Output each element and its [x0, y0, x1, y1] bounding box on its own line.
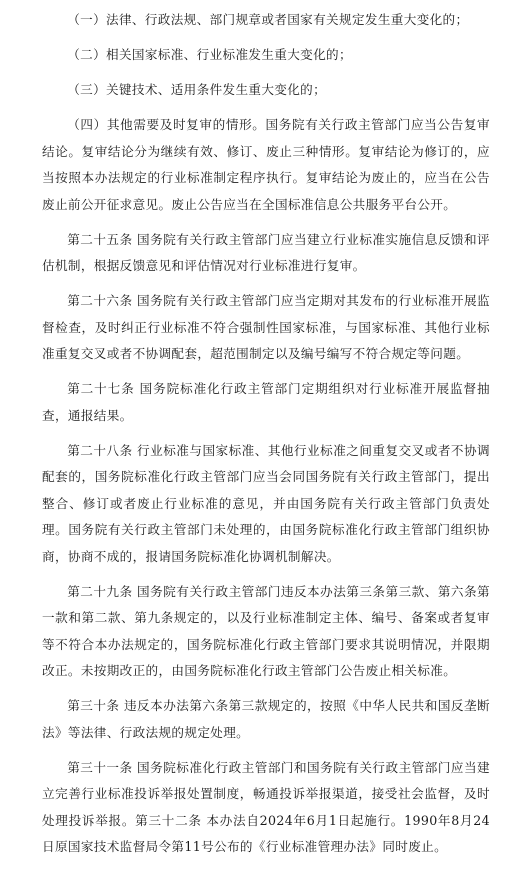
article-26: 第二十六条 国务院有关行政主管部门应当定期对其发布的行业标准开展监督检查，及时纠正行业标准不符合强制性国家标准，与国家标准、其他行业标准重复交叉或者不协调配套，超范围制定以及编号编写不符合规定等问题。 [42, 293, 490, 361]
article-28: 第二十八条 行业标准与国家标准、其他行业标准之间重复交叉或者不协调配套的，国务院标准化行政主管部门应当会同国务院有关行政主管部门，提出整合、修订或者废止行业标准的意见，并由国务院有关行政主管部门负责处理。国务院有关行政主管部门未处理的，由国务院标准化行政主管部门组织协商，协商不成的，报请国务院标准化协调机制解决。 [42, 442, 490, 564]
article-30: 第三十条 违反本办法第六条第三款规定的，按照《中华人民共和国反垄断法》等法律、行政法规的规定处理。 [42, 698, 490, 740]
article-27: 第二十七条 国务院标准化行政主管部门定期组织对行业标准开展监督抽查，通报结果。 [42, 381, 490, 423]
article-25: 第二十五条 国务院有关行政主管部门应当建立行业标准实施信息反馈和评估机制，根据反馈意见和评估情况对行业标准进行复审。 [42, 231, 490, 273]
paragraph-item-4-review-conclusion: （四）其他需要及时复审的情形。国务院有关行政主管部门应当公告复审结论。复审结论分为继续有效、修订、废止三种情形。复审结论为修订的，应当按照本办法规定的行业标准制定程序执行。复审结论为废止的，应当在公告废止前公开征求意见。废止公告应当在全国标准信息公共服务平台公开。 [42, 117, 490, 212]
paragraph-item-2: （二）相关国家标准、行业标准发生重大变化的； [67, 47, 352, 62]
article-31-32: 第三十一条 国务院标准化行政主管部门和国务院有关行政主管部门应当建立完善行业标准投诉举报处置制度，畅通投诉举报渠道，接受社会监督，及时处理投诉举报。第三十二条 本办法自2024年6月1日起施行。1990年8月24日原国家技术监督局令第11号公布的《行业标准管理办法》同时废止。 [42, 759, 490, 854]
document-body [42, 7, 490, 869]
paragraph-item-1: （一）法律、行政法规、部门规章或者国家有关规定发生重大变化的； [67, 12, 469, 27]
article-29: 第二十九条 国务院有关行政主管部门违反本办法第三条第三款、第六条第一款和第二款、第九条规定的，以及行业标准制定主体、编号、备案或者复审等不符合本办法规定的，国务院标准化行政主管部门要求其说明情况，并限期改正。未按期改正的，由国务院标准化行政主管部门公告废止相关标准。 [42, 583, 490, 678]
paragraph-item-3: （三）关键技术、适用条件发生重大变化的； [67, 82, 327, 97]
